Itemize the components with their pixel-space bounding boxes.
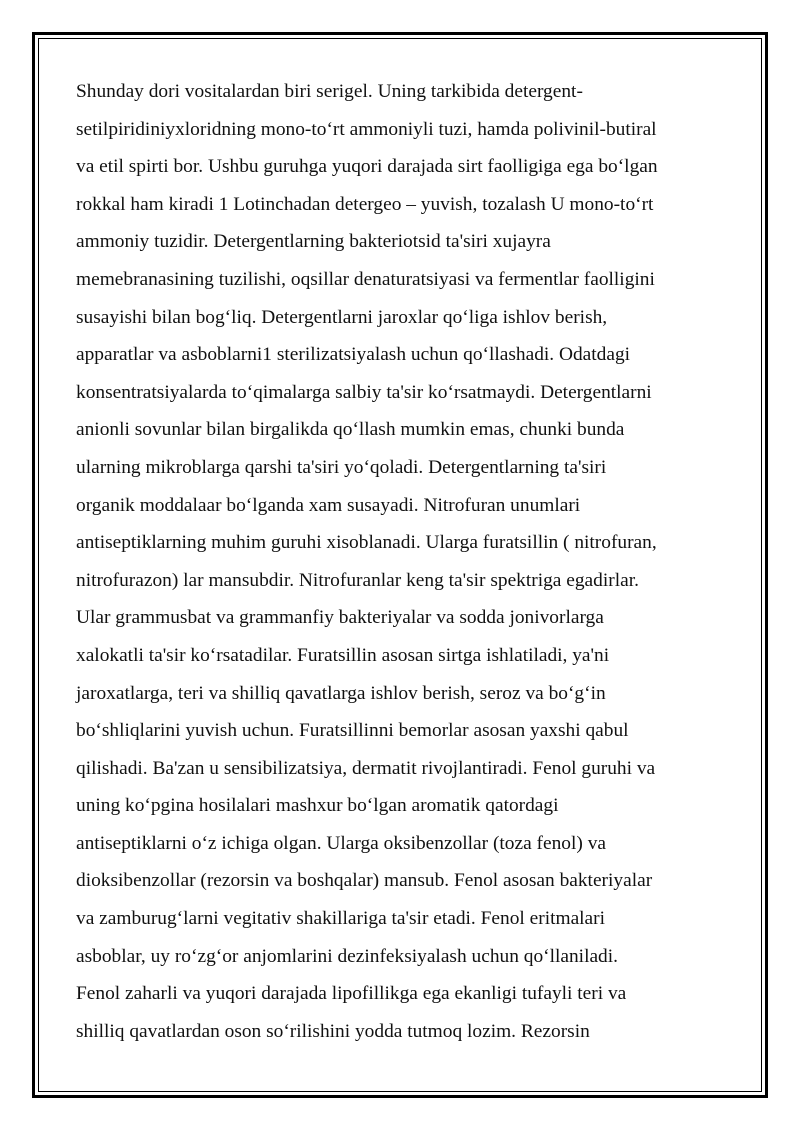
text-line: susayishi bilan bog‘liq. Detergentlarni jaroxlar qo‘liga ishlov berish, (76, 306, 608, 328)
text-line: konsentratsiyalarda to‘qimalarga salbiy ta'sir ko‘rsatmaydi. Detergentlarni (76, 381, 652, 403)
text-line: bo‘shliqlarini yuvish uchun. Furatsillinni bemorlar asosan yaxshi qabul (76, 720, 629, 742)
text-line: va zamburug‘larni vegitativ shakillariga ta'sir etadi. Fenol eritmalari (76, 908, 606, 930)
text-line: Ular grammusbat va grammanfiy bakteriyalar va sodda jonivorlarga (76, 607, 604, 629)
text-line: shilliq qavatlardan oson so‘rilishini yodda tutmoq lozim. Rezorsin (76, 1020, 590, 1042)
text-line: ammoniy tuzidir. Detergentlarning bakteriotsid ta'siri xujayra (76, 231, 551, 253)
text-line: apparatlar va asboblarni1 sterilizatsiyalash uchun qo‘llashadi. Odatdagi (76, 344, 631, 366)
text-line: xalokatli ta'sir ko‘rsatadilar. Furatsillin asosan sirtga ishlatiladi, ya'ni (76, 644, 610, 666)
text-line: ularning mikroblarga qarshi ta'siri yo‘qoladi. Detergentlarning ta'siri (76, 456, 607, 478)
text-line: antiseptiklarni o‘z ichiga olgan. Ularga oksibenzollar (toza fenol) va (76, 832, 606, 854)
text-line: asboblar, uy ro‘zg‘or anjomlarini dezinfeksiyalash uchun qo‘llaniladi. (76, 945, 618, 967)
text-line: qilishadi. Ba'zan u sensibilizatsiya, dermatit rivojlantiradi. Fenol guruhi va (76, 757, 656, 779)
text-line: nitrofurazon) lar mansubdir. Nitrofuranlar keng ta'sir spektriga egadirlar. (76, 569, 639, 591)
text-line: Shunday dori vositalardan biri serigel. Uning tarkibida detergent- (76, 81, 583, 102)
text-line: setilpiridiniyxloridning mono-to‘rt ammoniyli tuzi, hamda polivinil-butiral (76, 118, 657, 140)
document-body (76, 73, 736, 1050)
text-line: memebranasining tuzilishi, oqsillar denaturatsiyasi va fermentlar faolligini (76, 268, 655, 290)
text-line: Fenol zaharli va yuqori darajada lipofillikga ega ekanligi tufayli teri va (76, 983, 627, 1005)
text-line: antiseptiklarning muhim guruhi xisoblanadi. Ularga furatsillin ( nitrofuran, (76, 532, 657, 554)
text-line: va etil spirti bor. Ushbu guruhga yuqori darajada sirt faolligiga ega bo‘lgan (76, 156, 658, 178)
text-line: anionli sovunlar bilan birgalikda qo‘llash mumkin emas, chunki bunda (76, 419, 625, 441)
text-line: organik moddalaar bo‘lganda xam susayadi. Nitrofuran unumlari (76, 494, 581, 516)
text-line: uning ko‘pgina hosilalari mashxur bo‘lgan aromatik qatordagi (76, 795, 559, 817)
text-line: rokkal ham kiradi 1 Lotinchadan detergeo – yuvish, tozalash U mono-to‘rt (76, 193, 654, 215)
text-line: jaroxatlarga, teri va shilliq qavatlarga ishlov berish, seroz va bo‘g‘in (76, 682, 606, 704)
text-line: dioksibenzollar (rezorsin va boshqalar) mansub. Fenol asosan bakteriyalar (76, 870, 653, 892)
